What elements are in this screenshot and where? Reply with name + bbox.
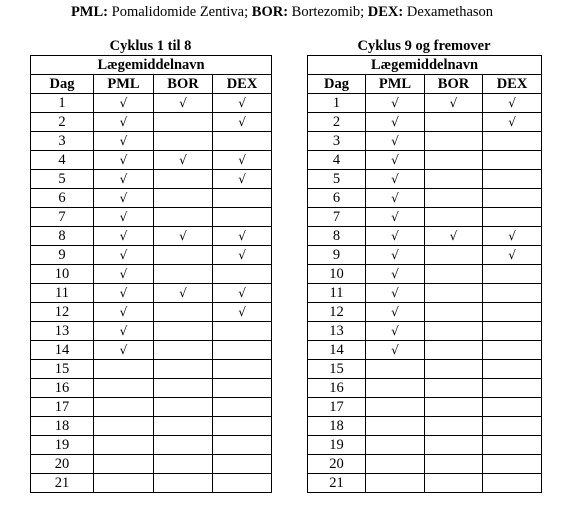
bor-cell	[425, 265, 483, 284]
table-row	[308, 265, 542, 284]
abbreviation-legend	[0, 3, 564, 21]
bor-cell	[425, 455, 483, 474]
table-row	[308, 246, 542, 265]
legend-bor-abbr: BOR:	[251, 4, 289, 20]
dex-cell	[213, 341, 272, 360]
pml-cell: √	[94, 151, 154, 170]
day-cell: 13	[308, 322, 366, 341]
legend-dex-name: Dexamethason	[406, 4, 494, 20]
pml-cell: √	[366, 208, 425, 227]
cycle-9-plus-title: Cyklus 9 og fremover	[357, 38, 491, 54]
pml-cell: √	[366, 189, 425, 208]
bor-cell	[425, 151, 483, 170]
bor-cell	[154, 436, 213, 455]
bor-cell	[154, 398, 213, 417]
day-cell: 13	[31, 322, 94, 341]
table-row	[308, 417, 542, 436]
day-cell: 18	[31, 417, 94, 436]
column-header-dag: Dag	[31, 75, 94, 94]
table-row	[31, 398, 272, 417]
bor-cell	[425, 379, 483, 398]
day-cell: 10	[31, 265, 94, 284]
table-row	[31, 341, 272, 360]
dex-cell	[483, 379, 542, 398]
table-row	[308, 284, 542, 303]
pml-cell: √	[94, 132, 154, 151]
bor-cell	[425, 474, 483, 493]
dex-cell	[483, 474, 542, 493]
pml-cell	[94, 379, 154, 398]
day-cell: 8	[308, 227, 366, 246]
pml-cell: √	[366, 132, 425, 151]
bor-cell	[425, 436, 483, 455]
bor-cell	[154, 303, 213, 322]
bor-cell	[154, 170, 213, 189]
legend-bor-name: Bortezomib;	[291, 4, 365, 20]
day-cell: 17	[308, 398, 366, 417]
bor-cell	[154, 113, 213, 132]
pml-cell: √	[366, 170, 425, 189]
pml-cell: √	[94, 303, 154, 322]
cycle-9-plus-block	[307, 37, 541, 493]
cycle-1-8-body	[31, 94, 272, 493]
day-cell: 18	[308, 417, 366, 436]
day-cell: 2	[308, 113, 366, 132]
bor-cell	[154, 132, 213, 151]
bor-cell	[425, 417, 483, 436]
table-row	[31, 360, 272, 379]
pml-cell: √	[94, 322, 154, 341]
dex-cell: √	[483, 113, 542, 132]
pml-cell: √	[94, 113, 154, 132]
cycle-9-plus-body	[308, 94, 542, 493]
day-cell: 7	[308, 208, 366, 227]
pml-cell	[94, 360, 154, 379]
day-cell: 16	[308, 379, 366, 398]
pml-cell: √	[94, 284, 154, 303]
day-cell: 11	[308, 284, 366, 303]
column-header-dex: DEX	[213, 75, 272, 94]
group-header: Lægemiddelnavn	[31, 56, 272, 75]
pml-cell	[94, 436, 154, 455]
bor-cell	[154, 379, 213, 398]
pml-cell	[94, 398, 154, 417]
table-row	[308, 227, 542, 246]
table-row	[31, 436, 272, 455]
dex-cell	[213, 322, 272, 341]
bor-cell	[154, 246, 213, 265]
bor-cell	[154, 455, 213, 474]
dex-cell	[213, 360, 272, 379]
day-cell: 3	[31, 132, 94, 151]
day-cell: 5	[31, 170, 94, 189]
bor-cell	[425, 322, 483, 341]
table-row	[31, 113, 272, 132]
dex-cell	[483, 360, 542, 379]
table-row	[31, 189, 272, 208]
pml-cell	[366, 436, 425, 455]
bor-cell	[154, 322, 213, 341]
table-row	[31, 379, 272, 398]
pml-cell: √	[366, 151, 425, 170]
pml-cell: √	[94, 208, 154, 227]
pml-cell: √	[366, 246, 425, 265]
table-row	[308, 170, 542, 189]
table-row	[31, 284, 272, 303]
cycle-9-plus-table	[307, 55, 542, 493]
day-cell: 3	[308, 132, 366, 151]
table-row	[308, 474, 542, 493]
pml-cell	[366, 398, 425, 417]
bor-cell	[425, 360, 483, 379]
bor-cell	[154, 341, 213, 360]
column-header-bor: BOR	[425, 75, 483, 94]
bor-cell	[425, 398, 483, 417]
dex-cell	[483, 341, 542, 360]
table-row	[31, 417, 272, 436]
table-row	[308, 436, 542, 455]
day-cell: 1	[308, 94, 366, 113]
dex-cell: √	[213, 113, 272, 132]
day-cell: 2	[31, 113, 94, 132]
dex-cell	[213, 132, 272, 151]
bor-cell	[425, 208, 483, 227]
dex-cell	[213, 265, 272, 284]
table-row	[308, 398, 542, 417]
dex-cell: √	[483, 227, 542, 246]
table-row	[308, 455, 542, 474]
day-cell: 16	[31, 379, 94, 398]
dex-cell	[213, 189, 272, 208]
day-cell: 11	[31, 284, 94, 303]
table-row	[308, 132, 542, 151]
dex-cell	[483, 189, 542, 208]
dex-cell: √	[213, 170, 272, 189]
day-cell: 21	[31, 474, 94, 493]
bor-cell: √	[154, 227, 213, 246]
table-row	[308, 151, 542, 170]
pml-cell: √	[366, 322, 425, 341]
pml-cell	[366, 455, 425, 474]
cycle-1-8-table	[30, 55, 272, 493]
dex-cell	[483, 151, 542, 170]
dex-cell	[213, 208, 272, 227]
pml-cell: √	[94, 170, 154, 189]
pml-cell	[94, 417, 154, 436]
bor-cell	[154, 474, 213, 493]
pml-cell	[366, 417, 425, 436]
cycle-1-8-block	[30, 37, 271, 493]
dex-cell: √	[213, 246, 272, 265]
dex-cell: √	[483, 246, 542, 265]
dex-cell: √	[213, 227, 272, 246]
day-cell: 21	[308, 474, 366, 493]
bor-cell: √	[154, 94, 213, 113]
day-cell: 1	[31, 94, 94, 113]
day-cell: 4	[31, 151, 94, 170]
day-cell: 6	[31, 189, 94, 208]
table-row	[308, 303, 542, 322]
pml-cell: √	[366, 265, 425, 284]
day-cell: 12	[308, 303, 366, 322]
day-cell: 6	[308, 189, 366, 208]
table-row	[31, 246, 272, 265]
bor-cell	[425, 284, 483, 303]
pml-cell: √	[366, 341, 425, 360]
cycle-1-8-title: Cyklus 1 til 8	[109, 38, 192, 54]
pml-cell: √	[366, 113, 425, 132]
pml-cell: √	[94, 265, 154, 284]
table-row	[31, 170, 272, 189]
bor-cell: √	[425, 227, 483, 246]
bor-cell	[154, 189, 213, 208]
dex-cell: √	[213, 151, 272, 170]
table-row	[308, 189, 542, 208]
dex-cell	[483, 417, 542, 436]
bor-cell	[154, 417, 213, 436]
bor-cell: √	[154, 151, 213, 170]
bor-cell	[425, 170, 483, 189]
pml-cell: √	[366, 303, 425, 322]
pml-cell: √	[366, 227, 425, 246]
bor-cell	[425, 113, 483, 132]
table-row	[31, 132, 272, 151]
pml-cell: √	[366, 94, 425, 113]
day-cell: 20	[31, 455, 94, 474]
table-row	[308, 322, 542, 341]
pml-cell: √	[94, 94, 154, 113]
day-cell: 17	[31, 398, 94, 417]
bor-cell	[154, 208, 213, 227]
dex-cell	[213, 436, 272, 455]
column-header-bor: BOR	[154, 75, 213, 94]
day-cell: 19	[308, 436, 366, 455]
pml-cell	[94, 455, 154, 474]
pml-cell: √	[94, 189, 154, 208]
table-row	[31, 455, 272, 474]
table-row	[308, 208, 542, 227]
pml-cell: √	[94, 227, 154, 246]
legend-pml-abbr: PML:	[70, 4, 108, 20]
dex-cell	[483, 170, 542, 189]
day-cell: 5	[308, 170, 366, 189]
legend-pml-name: Pomalidomide Zentiva;	[111, 4, 249, 20]
dex-cell	[483, 455, 542, 474]
dex-cell	[483, 322, 542, 341]
legend-dex-abbr: DEX:	[367, 4, 404, 20]
dex-cell: √	[213, 94, 272, 113]
table-row	[31, 474, 272, 493]
pml-cell	[366, 474, 425, 493]
table-row	[31, 322, 272, 341]
dex-cell: √	[213, 303, 272, 322]
group-header: Lægemiddelnavn	[308, 56, 542, 75]
bor-cell	[425, 132, 483, 151]
table-row	[31, 227, 272, 246]
day-cell: 8	[31, 227, 94, 246]
day-cell: 20	[308, 455, 366, 474]
dex-cell	[213, 474, 272, 493]
table-row	[31, 94, 272, 113]
day-cell: 4	[308, 151, 366, 170]
pml-cell: √	[366, 284, 425, 303]
dex-cell	[213, 455, 272, 474]
table-row	[308, 94, 542, 113]
dex-cell	[483, 132, 542, 151]
day-cell: 15	[31, 360, 94, 379]
bor-cell	[154, 360, 213, 379]
day-cell: 14	[31, 341, 94, 360]
dex-cell: √	[213, 284, 272, 303]
table-row	[308, 379, 542, 398]
dex-cell	[483, 284, 542, 303]
dex-cell	[483, 208, 542, 227]
dex-cell	[483, 265, 542, 284]
table-row	[308, 113, 542, 132]
pml-cell: √	[94, 341, 154, 360]
dex-cell	[483, 436, 542, 455]
dex-cell	[213, 398, 272, 417]
day-cell: 15	[308, 360, 366, 379]
day-cell: 10	[308, 265, 366, 284]
bor-cell: √	[425, 94, 483, 113]
table-row	[308, 341, 542, 360]
table-row	[31, 265, 272, 284]
day-cell: 14	[308, 341, 366, 360]
day-cell: 12	[31, 303, 94, 322]
column-header-dag: Dag	[308, 75, 366, 94]
pml-cell	[366, 379, 425, 398]
dex-cell	[483, 303, 542, 322]
day-cell: 9	[308, 246, 366, 265]
dex-cell	[213, 417, 272, 436]
day-cell: 9	[31, 246, 94, 265]
bor-cell	[425, 189, 483, 208]
column-header-pml: PML	[94, 75, 154, 94]
day-cell: 19	[31, 436, 94, 455]
table-row	[308, 360, 542, 379]
dex-cell	[483, 398, 542, 417]
bor-cell	[425, 341, 483, 360]
dex-cell	[213, 379, 272, 398]
table-row	[31, 151, 272, 170]
dex-cell: √	[483, 94, 542, 113]
bor-cell: √	[154, 284, 213, 303]
column-header-pml: PML	[366, 75, 425, 94]
column-header-dex: DEX	[483, 75, 542, 94]
pml-cell	[366, 360, 425, 379]
bor-cell	[425, 246, 483, 265]
table-row	[31, 208, 272, 227]
bor-cell	[154, 265, 213, 284]
pml-cell: √	[94, 246, 154, 265]
bor-cell	[425, 303, 483, 322]
day-cell: 7	[31, 208, 94, 227]
pml-cell	[94, 474, 154, 493]
table-row	[31, 303, 272, 322]
